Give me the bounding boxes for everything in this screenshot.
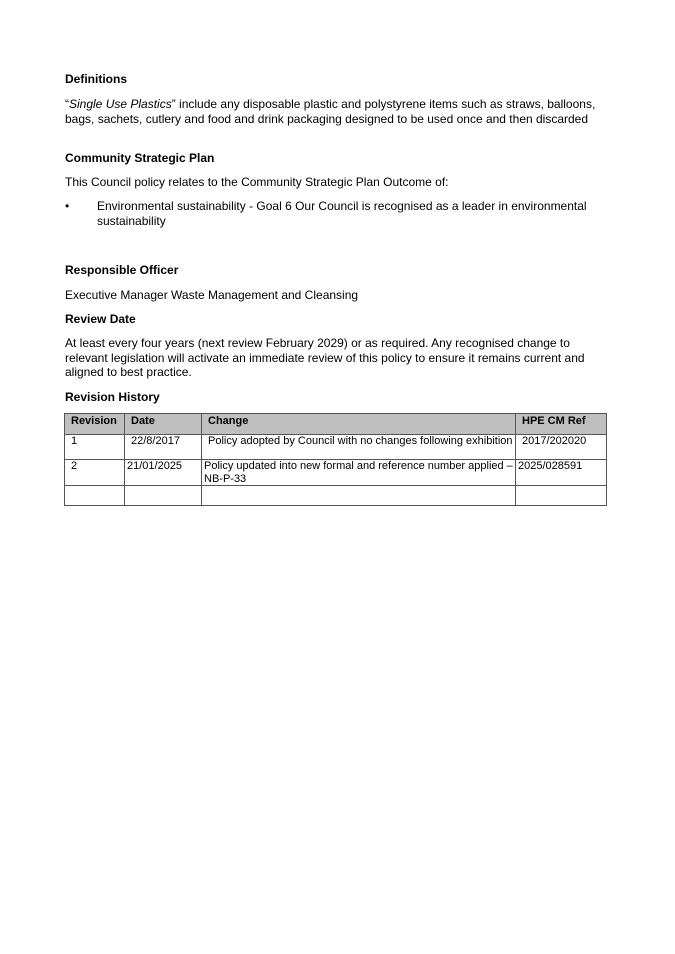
definition-text: include any disposable plastic and polystyrene items such as straws, balloons, bags, sachets, cutlery and food and drink packaging designed to be used once and then discarded [65, 97, 596, 126]
responsible-officer-text: Executive Manager Waste Management and Cleansing [65, 288, 359, 302]
definitions-paragraph [65, 97, 610, 126]
ref-cell: 2017/202020 [516, 435, 607, 460]
date-cell: 21/01/2025 [125, 460, 202, 486]
revision-history-table [64, 413, 607, 506]
review-date-text: At least every four years (next review February 2029) or as required. Any recognised change to relevant legislation will activate an immediate review of this policy to ensure it remains current and aligned to best practice. [65, 336, 585, 379]
ref-cell: 2025/028591 [516, 460, 607, 486]
close-quote: ” [171, 97, 176, 111]
revision-cell: 1 [65, 435, 125, 460]
table-header-row [65, 414, 607, 435]
revision-cell [65, 486, 125, 506]
table-row [65, 486, 607, 506]
strategic-plan-intro: This Council policy relates to the Community Strategic Plan Outcome of: [65, 175, 449, 189]
column-header: HPE CM Ref [516, 414, 607, 435]
defined-term: Single Use Plastics [69, 97, 172, 111]
strategic-plan-heading: Community Strategic Plan [65, 151, 215, 165]
date-cell [125, 486, 202, 506]
bullet-text: Environmental sustainability - Goal 6 Our Council is recognised as a leader in environmental sustainability [97, 199, 587, 228]
column-header: Date [125, 414, 202, 435]
change-cell [202, 486, 516, 506]
revision-cell: 2 [65, 460, 125, 486]
date-cell: 22/8/2017 [125, 435, 202, 460]
change-cell: Policy updated into new formal and reference number applied – NB-P-33 [202, 460, 516, 486]
change-cell: Policy adopted by Council with no changes following exhibition [202, 435, 516, 460]
review-date-heading: Review Date [65, 312, 136, 326]
table-row [65, 435, 607, 460]
responsible-officer-heading: Responsible Officer [65, 263, 179, 277]
ref-cell [516, 486, 607, 506]
bullet-icon: • [65, 199, 70, 213]
column-header: Revision [65, 414, 125, 435]
revision-history-heading: Revision History [65, 390, 160, 404]
column-header: Change [202, 414, 516, 435]
definitions-heading: Definitions [65, 72, 127, 86]
table-row [65, 460, 607, 486]
open-quote: “ [65, 97, 69, 111]
